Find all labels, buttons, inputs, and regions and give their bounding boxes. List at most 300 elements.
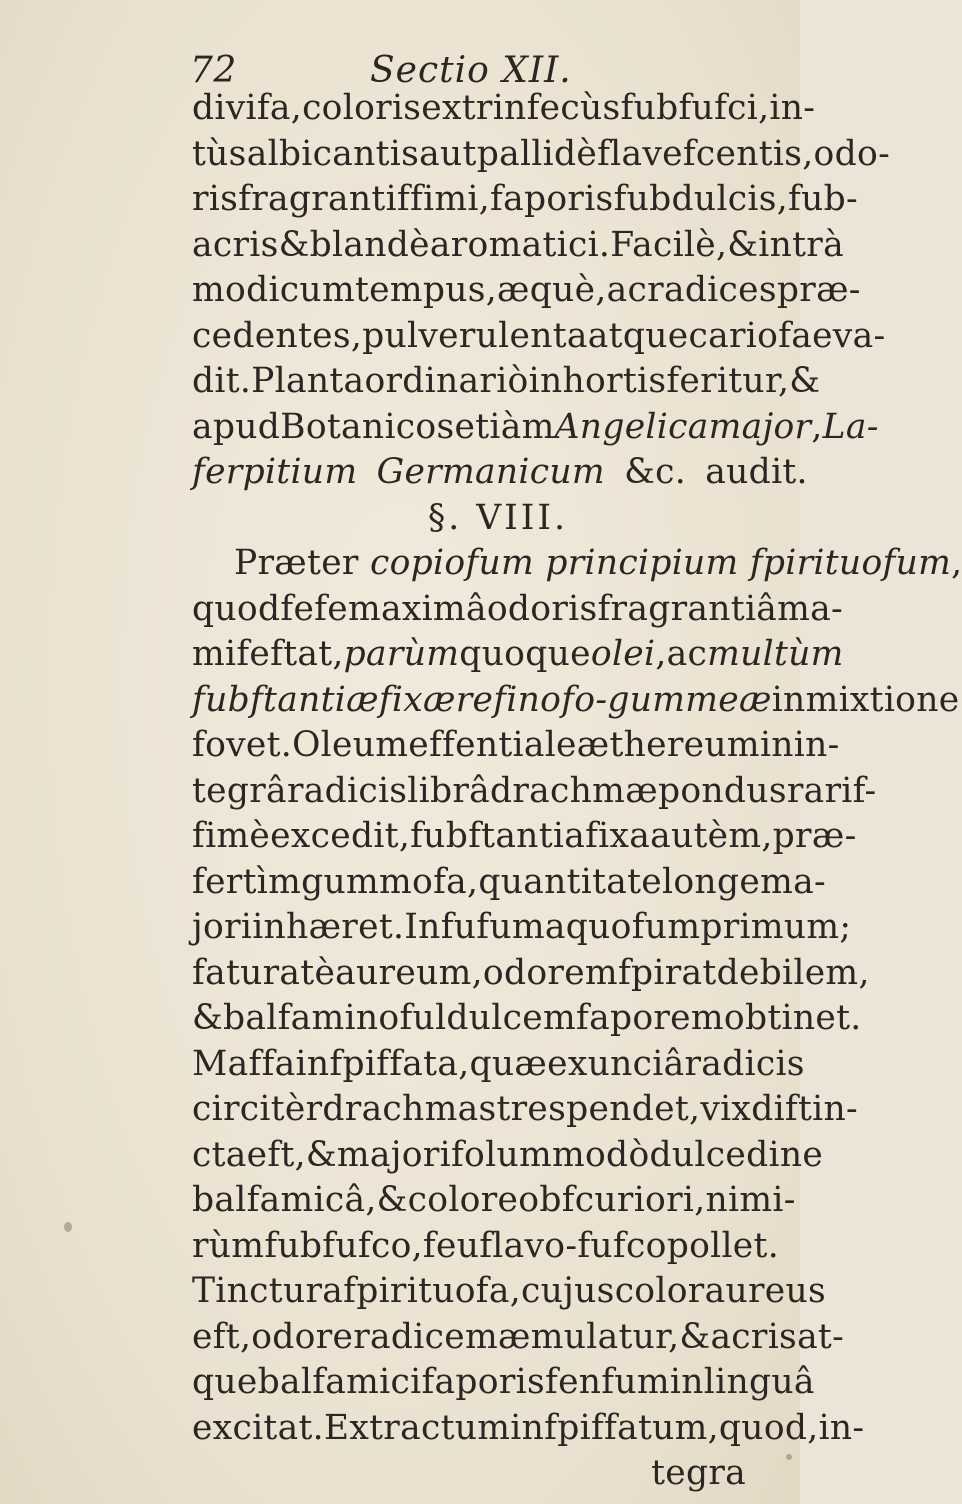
text-segment: copiofum principium fpirituofum xyxy=(369,543,952,583)
word-fragment: & xyxy=(376,1180,408,1220)
word-fragment: Maffa xyxy=(192,1043,296,1084)
word-fragment: unciâ xyxy=(587,1043,685,1084)
word xyxy=(454,405,554,451)
word-fragment: obtinet. xyxy=(723,998,862,1038)
text-segment: &c. audit. xyxy=(604,452,808,492)
word xyxy=(727,223,758,269)
word xyxy=(310,223,430,269)
word-fragment: La- xyxy=(822,406,879,447)
word xyxy=(192,1133,247,1179)
word xyxy=(192,814,270,860)
word xyxy=(607,268,648,314)
word xyxy=(819,1406,865,1452)
word xyxy=(408,1178,519,1224)
word-fragment: faporis xyxy=(490,179,614,219)
word xyxy=(760,860,826,906)
word xyxy=(490,177,614,223)
word xyxy=(192,359,251,405)
word xyxy=(797,1315,844,1361)
word-fragment: ma- xyxy=(760,861,826,902)
word-fragment: radices xyxy=(647,270,777,310)
text-line xyxy=(192,450,808,496)
text-line xyxy=(192,405,879,451)
word-fragment: primum; xyxy=(700,907,852,947)
word xyxy=(192,678,379,724)
word-fragment: fenfum xyxy=(545,1362,670,1402)
word xyxy=(379,678,456,724)
ink-speck xyxy=(64,1222,72,1232)
text-line xyxy=(192,1133,824,1179)
word xyxy=(498,1315,679,1361)
word xyxy=(192,314,362,360)
word-fragment: in xyxy=(759,725,794,765)
word-fragment: fub- xyxy=(788,179,858,219)
text-line xyxy=(192,177,858,223)
word-fragment: inhæret. xyxy=(252,907,405,947)
word-fragment: ris xyxy=(192,179,239,219)
word xyxy=(591,632,667,678)
word xyxy=(610,223,727,269)
word xyxy=(487,587,598,633)
word xyxy=(769,86,815,132)
word xyxy=(662,860,760,906)
word-fragment: hortis xyxy=(562,361,667,401)
word xyxy=(576,996,724,1042)
word-fragment: Planta xyxy=(251,361,365,401)
word xyxy=(451,1133,650,1179)
word-fragment: etiàm xyxy=(454,406,555,447)
text-line xyxy=(192,223,844,269)
word-fragment: pulverulenta xyxy=(362,315,588,356)
word-fragment: quoque xyxy=(459,634,591,674)
word-fragment: acris xyxy=(710,1316,798,1357)
word-fragment: apud xyxy=(192,406,281,447)
word xyxy=(667,632,708,678)
word-fragment: radicem xyxy=(353,1316,498,1357)
word xyxy=(614,177,788,223)
word-fragment: tùs xyxy=(192,133,247,174)
text-segment: ferpitium Germanicum xyxy=(192,452,605,492)
word-fragment: jori xyxy=(192,907,253,947)
word-fragment: & xyxy=(278,224,310,265)
word-fragment: faturatè xyxy=(192,952,336,993)
word xyxy=(597,587,777,633)
word-fragment: circitèr xyxy=(192,1089,323,1129)
word-fragment: effentiale xyxy=(408,725,577,765)
word xyxy=(700,905,851,951)
text-line xyxy=(192,1269,826,1315)
word xyxy=(658,769,787,815)
word-fragment: fpirat xyxy=(617,952,717,993)
word-fragment: extrinfecùs xyxy=(421,88,621,128)
word-fragment: in- xyxy=(769,88,816,128)
word xyxy=(597,132,890,178)
word-fragment: acris xyxy=(192,224,279,265)
text-line xyxy=(192,314,886,360)
word-fragment: faporem xyxy=(576,998,724,1038)
word xyxy=(264,1224,423,1270)
word-fragment: fpirituofa, xyxy=(343,1271,522,1311)
word xyxy=(510,1406,719,1452)
word xyxy=(688,314,812,360)
word xyxy=(287,769,407,815)
word xyxy=(192,1406,324,1452)
word xyxy=(362,314,588,360)
word-fragment: , xyxy=(811,406,823,447)
word xyxy=(192,268,355,314)
word-fragment: atque xyxy=(587,315,689,356)
word xyxy=(497,268,607,314)
word xyxy=(280,587,348,633)
word xyxy=(806,678,960,724)
word xyxy=(704,1360,815,1406)
word xyxy=(192,405,280,451)
word-fragment: Oleum xyxy=(292,725,409,765)
word xyxy=(410,814,585,860)
word xyxy=(666,359,789,405)
word-fragment: mifeftat, xyxy=(192,634,344,674)
word-fragment: & xyxy=(679,1316,711,1357)
word xyxy=(423,1224,479,1270)
word xyxy=(700,1087,751,1133)
word-fragment: in- xyxy=(818,1407,865,1448)
word-fragment: Botanicos xyxy=(280,406,455,447)
word-fragment: cariofa xyxy=(688,315,813,356)
text-line xyxy=(192,769,877,815)
word-fragment: pollet. xyxy=(666,1225,779,1266)
word xyxy=(490,769,658,815)
word xyxy=(751,1087,858,1133)
word-fragment: tres xyxy=(496,1089,567,1129)
word-fragment: flavefcentis,odo- xyxy=(597,133,891,174)
word-fragment: fertìm xyxy=(192,861,302,902)
word xyxy=(364,359,528,405)
word-fragment: aut xyxy=(419,133,477,174)
text-line xyxy=(192,860,826,906)
text-segment: tegra xyxy=(651,1453,746,1493)
word xyxy=(192,132,247,178)
word xyxy=(324,1406,510,1452)
word-fragment: linguâ xyxy=(703,1362,815,1402)
word-fragment: Extractum xyxy=(323,1407,511,1448)
word xyxy=(399,996,576,1042)
word xyxy=(459,632,591,678)
word xyxy=(529,359,563,405)
word xyxy=(650,814,773,860)
word xyxy=(787,769,877,815)
word xyxy=(322,1087,496,1133)
word-fragment: faporis xyxy=(421,1362,545,1402)
word xyxy=(545,905,700,951)
word xyxy=(192,177,238,223)
word xyxy=(279,223,310,269)
body-text xyxy=(192,86,962,1497)
word xyxy=(192,86,302,132)
word xyxy=(477,132,597,178)
word xyxy=(292,723,408,769)
word xyxy=(777,587,843,633)
word xyxy=(192,1269,343,1315)
ink-speck xyxy=(786,1454,792,1460)
word-fragment: modicum xyxy=(192,270,355,310)
word xyxy=(348,587,487,633)
word xyxy=(301,860,478,906)
word-fragment: pendet, xyxy=(566,1089,701,1129)
word xyxy=(192,223,279,269)
word xyxy=(823,405,879,451)
word-fragment: tegrâ xyxy=(192,770,287,811)
word-fragment: mixtione xyxy=(805,679,960,720)
word xyxy=(709,405,823,451)
text-line xyxy=(192,905,852,951)
word xyxy=(547,1042,587,1088)
word xyxy=(192,951,335,997)
word xyxy=(192,587,280,633)
word-fragment: præ- xyxy=(776,270,861,310)
word xyxy=(710,1315,797,1361)
word xyxy=(545,1360,670,1406)
word-fragment: flavo-fufco xyxy=(479,1225,667,1266)
word xyxy=(192,860,301,906)
word-fragment: eft, xyxy=(246,1134,306,1175)
text-line xyxy=(192,359,821,405)
text-line xyxy=(192,1178,796,1224)
word xyxy=(760,723,794,769)
word xyxy=(344,632,460,678)
word-fragment: divifa, xyxy=(192,88,303,128)
word-fragment: ex xyxy=(547,1043,588,1084)
word xyxy=(679,1315,710,1361)
word xyxy=(377,1178,408,1224)
word xyxy=(192,1178,377,1224)
word-fragment: æthereum xyxy=(576,725,760,765)
word-fragment: & xyxy=(727,224,759,265)
word-fragment: fixa xyxy=(585,816,651,856)
word-fragment: fubftantia xyxy=(410,816,586,856)
word xyxy=(585,814,650,860)
word xyxy=(518,1178,705,1224)
word-fragment: colore xyxy=(407,1180,519,1220)
word xyxy=(456,678,772,724)
word-fragment: balfamici xyxy=(257,1362,422,1402)
word-fragment: parùm xyxy=(343,634,460,674)
word xyxy=(421,86,620,132)
word xyxy=(192,996,223,1042)
text-line xyxy=(192,678,960,724)
word-fragment: Angelica xyxy=(554,406,709,447)
word-fragment: aquofum xyxy=(544,907,701,947)
word-fragment: fubfufci, xyxy=(620,88,770,128)
word-fragment: albicantis xyxy=(246,133,420,174)
word-fragment: diftin- xyxy=(751,1089,858,1129)
word xyxy=(280,405,454,451)
word xyxy=(758,223,844,269)
text-line xyxy=(192,268,861,314)
word-fragment: feritur, xyxy=(666,361,790,401)
word-fragment: debilem, xyxy=(716,952,870,993)
word xyxy=(247,1133,306,1179)
text-line xyxy=(192,1224,779,1270)
word xyxy=(577,723,760,769)
word xyxy=(670,1360,704,1406)
text-line xyxy=(192,1042,805,1088)
word-fragment: fovet. xyxy=(192,725,293,765)
word-fragment: fragrantiâ xyxy=(597,588,778,629)
word xyxy=(335,951,483,997)
word-fragment: fuldulcem xyxy=(399,998,576,1038)
word-fragment: præ- xyxy=(772,816,857,856)
word xyxy=(192,1224,264,1270)
word-fragment: longe xyxy=(662,861,761,902)
word-fragment: autèm, xyxy=(650,816,773,856)
word-fragment: fimè xyxy=(192,816,271,856)
word xyxy=(788,177,858,223)
word xyxy=(192,1087,322,1133)
word xyxy=(773,814,857,860)
word-fragment: & xyxy=(192,998,224,1038)
word xyxy=(407,769,490,815)
word xyxy=(353,1315,498,1361)
word xyxy=(251,359,364,405)
word xyxy=(621,86,770,132)
word-fragment: dulcedine xyxy=(649,1134,824,1175)
word-fragment: infpiffatum, xyxy=(510,1407,719,1448)
word-fragment: refinofo-gummeæ xyxy=(455,679,772,720)
word xyxy=(717,951,870,997)
word-fragment: aureus xyxy=(704,1271,826,1311)
word-fragment: drachmas xyxy=(322,1089,497,1129)
word xyxy=(777,268,861,314)
word xyxy=(192,1315,251,1361)
word-fragment: , xyxy=(655,634,667,674)
word xyxy=(521,1269,615,1315)
word-fragment: fubftantiæ xyxy=(192,679,379,720)
word-fragment: fefe xyxy=(280,588,348,629)
word-fragment: coloris xyxy=(302,88,422,128)
word xyxy=(562,359,666,405)
word xyxy=(479,1224,666,1270)
word xyxy=(192,723,292,769)
word-fragment: nimi- xyxy=(705,1180,796,1220)
text-line xyxy=(192,723,840,769)
text-line xyxy=(192,132,891,178)
word-fragment: odoris xyxy=(486,588,598,629)
word-fragment: fubdulcis, xyxy=(613,179,789,219)
word-fragment: dit. xyxy=(192,361,252,401)
word xyxy=(430,223,610,269)
text-line xyxy=(192,951,870,997)
word xyxy=(719,1406,819,1452)
word-fragment: quantitate xyxy=(478,861,663,902)
word xyxy=(404,905,545,951)
text-segment: Præter xyxy=(234,543,370,583)
word xyxy=(192,769,287,815)
word xyxy=(794,723,840,769)
word-fragment: quod xyxy=(192,588,281,629)
word-fragment: majori xyxy=(336,1134,451,1175)
word-fragment: ordinariò xyxy=(364,361,529,401)
word xyxy=(483,951,618,997)
word-fragment: infpiffata, xyxy=(295,1043,470,1084)
text-line xyxy=(192,1315,845,1361)
word xyxy=(789,359,820,405)
word-fragment: vix xyxy=(700,1089,752,1129)
word xyxy=(192,1042,296,1088)
word-fragment: maximâ xyxy=(347,588,487,629)
word-fragment: cta xyxy=(192,1134,247,1175)
word xyxy=(306,1133,337,1179)
page-number: 72 xyxy=(190,50,237,91)
word xyxy=(812,314,885,360)
word-fragment: balfamicâ, xyxy=(192,1180,377,1220)
running-head: Sectio XII. xyxy=(370,50,572,91)
word xyxy=(496,1087,566,1133)
word-fragment: rùm xyxy=(192,1225,265,1266)
word-fragment: obfcuriori, xyxy=(518,1180,706,1220)
word xyxy=(223,996,399,1042)
word-fragment: & xyxy=(305,1134,337,1175)
word-fragment: odorem xyxy=(482,952,618,993)
text-line xyxy=(192,587,843,633)
word-fragment: ac xyxy=(606,270,648,310)
word-fragment: rarif- xyxy=(786,770,877,811)
word-fragment: ma- xyxy=(777,588,843,629)
word-fragment: eva- xyxy=(812,315,886,356)
word xyxy=(667,1224,779,1270)
text-segment: §. VIII. xyxy=(428,497,568,538)
word xyxy=(650,1133,824,1179)
word xyxy=(247,132,419,178)
word xyxy=(419,132,477,178)
word-fragment: fubfufco, xyxy=(264,1225,423,1266)
text-line xyxy=(192,1087,858,1133)
word xyxy=(566,1087,700,1133)
word-fragment: in- xyxy=(793,725,840,765)
word xyxy=(192,632,344,678)
word-fragment: pondus xyxy=(657,770,787,811)
word xyxy=(192,1360,258,1406)
word xyxy=(258,1360,422,1406)
text-line xyxy=(192,1360,815,1406)
word-fragment: radicis xyxy=(684,1043,805,1084)
word xyxy=(302,86,421,132)
text-line xyxy=(192,814,857,860)
word-fragment: in xyxy=(669,1362,704,1402)
text-line xyxy=(192,632,844,678)
word-fragment: tempus, xyxy=(354,270,498,310)
text-line xyxy=(192,86,816,132)
word-fragment: æmulatur, xyxy=(498,1316,680,1357)
text-line xyxy=(192,1451,764,1497)
word xyxy=(772,678,806,724)
section-heading xyxy=(232,496,764,542)
word xyxy=(252,905,404,951)
word-fragment: gummofa, xyxy=(301,861,479,902)
word-fragment: Infufum xyxy=(404,907,545,947)
word xyxy=(588,1042,685,1088)
word-fragment: in xyxy=(771,679,806,720)
word-fragment: aromatici. xyxy=(429,224,611,265)
word-fragment: excitat. xyxy=(192,1407,324,1448)
word xyxy=(684,1042,804,1088)
word-fragment: radicis xyxy=(286,770,408,811)
text-segment: , xyxy=(951,543,962,583)
word-fragment: excedit, xyxy=(270,816,411,856)
word-fragment: feu xyxy=(422,1225,480,1266)
word xyxy=(337,1133,451,1179)
word-fragment: pallidè xyxy=(476,133,598,174)
word xyxy=(408,723,577,769)
